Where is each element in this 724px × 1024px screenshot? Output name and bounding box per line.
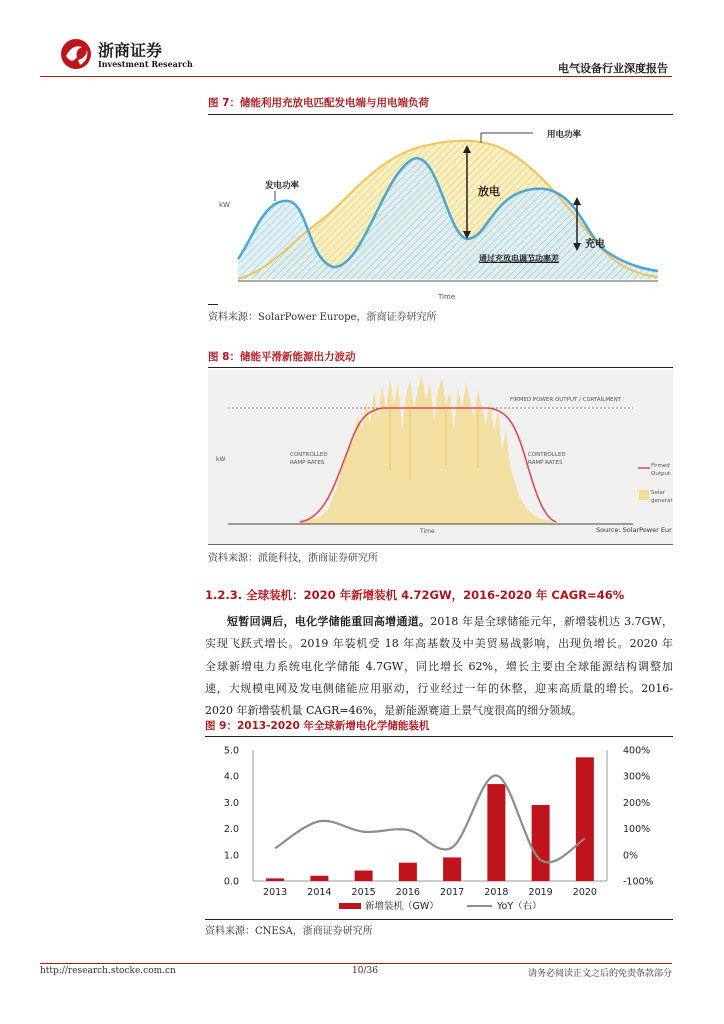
legend-solar-1: Solar: [651, 490, 666, 496]
figure9-top-rule: [205, 736, 673, 737]
figure7-bottom-tick: [208, 304, 218, 305]
y-tick-label: 4.0: [223, 771, 239, 783]
figure9-chart: [205, 740, 673, 918]
y-tick-label: 1.0: [223, 850, 239, 862]
x-tick-label: 2017: [440, 887, 465, 898]
y2-tick-label: 300%: [623, 771, 651, 783]
axis-x-label: Time: [438, 293, 456, 301]
figure8-inline-source: Source: SolarPower Eur: [596, 526, 672, 534]
paragraph-line-5: 2020 年新增装机量 CAGR=46%，是新能源赛道上景气度很高的细分领域。: [205, 704, 583, 718]
label-firmed: FIRMED POWER OUTPUT / CURTAILMENT: [510, 397, 622, 403]
label-generation: 发电功率: [265, 181, 300, 191]
x-tick-label: 2020: [572, 887, 597, 898]
legend-bar-label: 新增装机（GW）: [365, 901, 439, 912]
x-tick-label: 2014: [307, 887, 332, 898]
y2-tick-label: -100%: [623, 876, 654, 888]
y-tick-label: 0.0: [223, 876, 239, 888]
paragraph-line-4: 速，大规模电网及发电侧储能应用驱动，行业经过一年的休整，迎来高质量的增长。2016-: [205, 681, 673, 695]
figure8-title: 图 8：储能平滑新能源出力波动: [208, 351, 356, 363]
logo-en: Investment Research: [98, 59, 193, 69]
y-tick-label: 2.0: [223, 824, 239, 836]
figure8-diagram: [208, 370, 673, 545]
paragraph-line-3: 全球新增电力系统电化学储能 4.7GW，同比增长 62%，增长主要由全球能源结构调整加: [205, 659, 673, 673]
y2-tick-label: 100%: [623, 824, 651, 836]
label-ramp-left-1: CONTROLLED: [290, 452, 328, 458]
bar-2013: [266, 878, 284, 881]
logo-cn: 浙商证券: [98, 41, 163, 60]
footer-disclaimer: 请务必阅读正文之后的免责条款部分: [527, 969, 672, 979]
label-adjust: 通过充放电调节功率差: [479, 254, 559, 263]
figure8-top-rule: [208, 367, 673, 368]
footer-url[interactable]: http://research.stocke.com.cn: [40, 966, 176, 976]
axis-x-label: Time: [420, 528, 435, 535]
figure7-diagram: [213, 119, 673, 304]
label-consumption: 用电功率: [547, 130, 582, 140]
bar-2016: [399, 863, 417, 881]
x-tick-label: 2013: [263, 887, 288, 898]
chart-svg: [205, 740, 673, 918]
figure7-title: 图 7：储能利用充放电匹配发电端与用电端负荷: [208, 97, 429, 109]
figure9-title: 图 9：2013-2020 年全球新增电化学储能装机: [205, 720, 430, 732]
y-tick-label: 5.0: [223, 745, 239, 757]
paragraph-lead: 短暂回调后，电化学储能重回高增通道。: [227, 615, 431, 628]
axis-y-label: kW: [219, 201, 230, 209]
y2-tick-label: 400%: [623, 745, 651, 757]
label-discharge: 放电: [478, 185, 500, 198]
paragraph-line-1: 短暂回调后，电化学储能重回高增通道。2018 年是全球储能元年，新增装机达 3.7GW，: [227, 615, 673, 628]
x-tick-label: 2019: [528, 887, 553, 898]
figure7-source: 资料来源：SolarPower Europe，浙商证券研究所: [208, 312, 437, 323]
footer-divider: [40, 963, 672, 964]
legend-bar-swatch: [339, 903, 361, 909]
page-number: 10/36: [352, 966, 378, 976]
legend-firmed-2: Output: [651, 471, 671, 477]
label-ramp-right-1: CONTROLLED: [528, 452, 566, 458]
legend-solar-2: generat: [651, 498, 673, 504]
x-tick-label: 2018: [484, 887, 509, 898]
figure9-source: 资料来源：CNESA，浙商证券研究所: [205, 926, 373, 937]
y2-tick-label: 200%: [623, 797, 651, 809]
bar-2015: [355, 871, 373, 881]
company-logo: [58, 38, 193, 74]
report-title: 电气设备行业深度报告: [558, 62, 668, 75]
bar-2020: [576, 757, 594, 881]
label-ramp-right-2: RAMP RATES: [528, 460, 563, 466]
header-divider: [40, 76, 672, 77]
section-paragraph: [205, 611, 673, 722]
bar-2019: [532, 805, 550, 881]
figure9-bottom-rule: [205, 919, 673, 920]
section-heading: 1.2.3. 全球装机：2020 年新增装机 4.72GW，2016-2020 年 CAGR=46%: [205, 588, 625, 602]
bar-2017: [443, 857, 461, 881]
x-tick-label: 2015: [351, 887, 376, 898]
y-tick-label: 3.0: [223, 797, 239, 809]
axis-y-label: kW: [216, 456, 226, 463]
paragraph-line-2: 实现飞跃式增长。2019 年装机受 18 年高基数及中美贸易战影响，出现负增长。2020 年: [205, 637, 673, 651]
bar-2018: [487, 784, 505, 881]
y2-tick-label: 0%: [623, 850, 639, 862]
label-ramp-left-2: RAMP RATES: [290, 460, 325, 466]
figure7-top-rule: [208, 114, 673, 115]
figure8-source: 资料来源：派能科技，浙商证券研究所: [208, 553, 378, 564]
bar-2014: [310, 876, 328, 881]
legend-line-label: YoY（右）: [497, 901, 542, 912]
legend-firmed-1: Firmed: [651, 463, 670, 469]
x-tick-label: 2016: [395, 887, 420, 898]
label-charge: 充电: [585, 239, 605, 250]
